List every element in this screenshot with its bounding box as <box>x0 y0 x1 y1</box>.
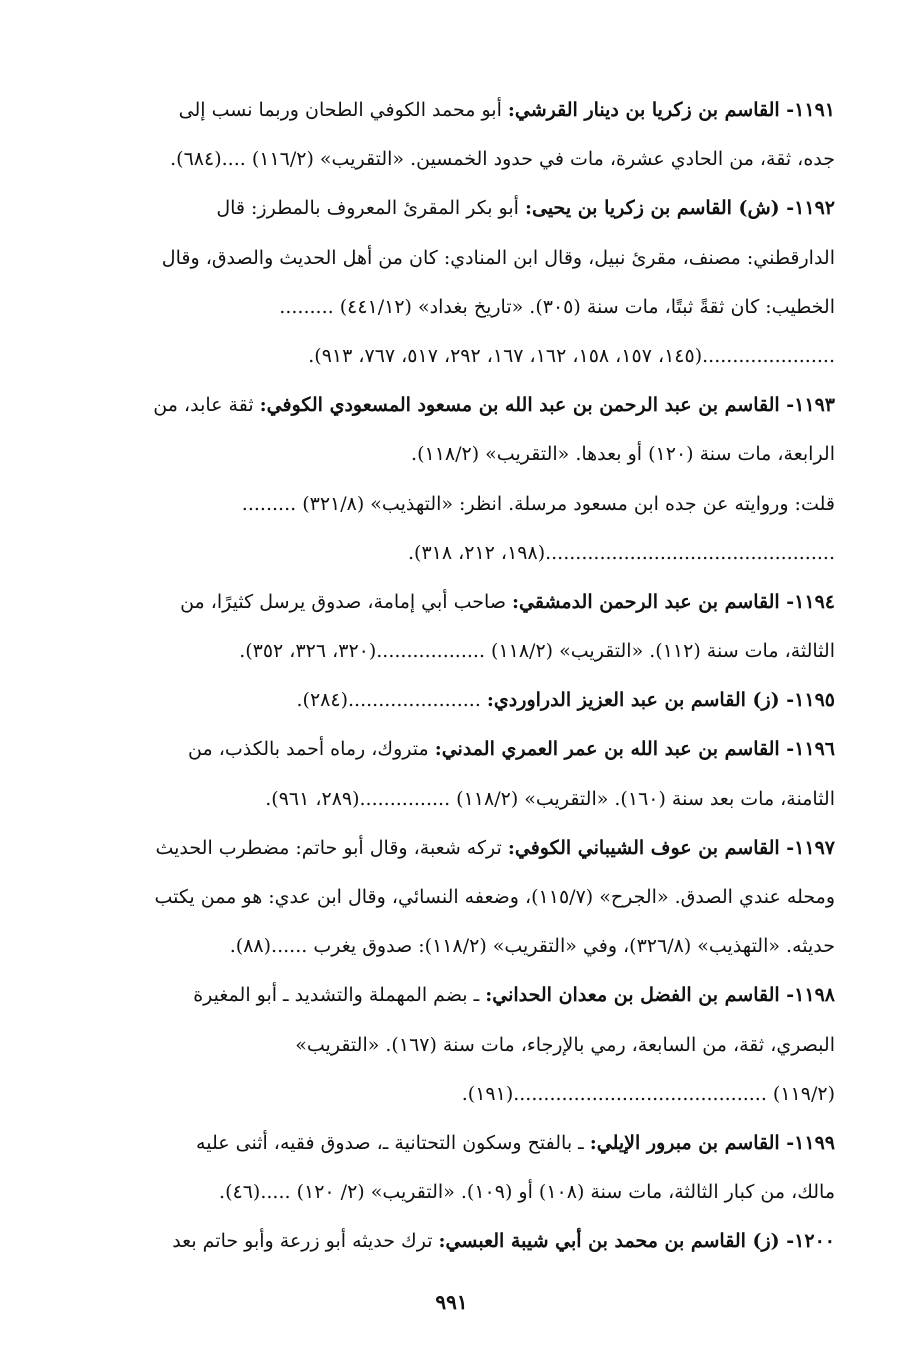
entry-line <box>100 1217 835 1266</box>
entry-line <box>100 1070 835 1119</box>
text-body <box>100 86 835 1267</box>
entry-line <box>100 676 835 725</box>
entry-text: ................................................(١٩٨، ٢١٢، ٣١٨). <box>408 541 835 564</box>
entry-text: الخطيب: كان ثقةً ثبتًا، مات سنة (٣٠٥). «تاريخ بغداد» (٤٤١/١٢) ......... <box>279 295 835 318</box>
entry-text: ـ بضم المهملة والتشديد ـ أبو المغيرة <box>193 984 486 1007</box>
entry-line <box>100 86 835 135</box>
entry-1199 <box>100 1119 835 1217</box>
entry-line <box>100 381 835 430</box>
entry-heading: ١٢٠٠- (ز) القاسم بن محمد بن أبي شيبة العبسي: <box>438 1230 835 1253</box>
entry-line <box>100 1021 835 1070</box>
entry-text: متروك، رماه أحمد بالكذب، من <box>188 738 435 761</box>
entry-text: ثقة عابد، من <box>153 394 260 417</box>
entry-line <box>100 971 835 1020</box>
entry-text: جده، ثقة، من الحادي عشرة، مات في حدود الخمسين. «التقريب» (١١٦/٢) ....(٦٨٤). <box>170 148 835 171</box>
entry-1191 <box>100 86 835 184</box>
entry-text: ......................(٢٨٤). <box>296 689 487 712</box>
entry-line <box>100 234 835 283</box>
entry-heading: ١١٩١- القاسم بن زكريا بن دينار القرشي: <box>507 99 835 121</box>
entry-heading: ١١٩٥- (ز) القاسم بن عبد العزيز الدراوردي: <box>486 689 835 712</box>
entry-text: (١١٩/٢) ..........................................(١٩١). <box>461 1082 835 1105</box>
entry-line <box>100 1119 835 1168</box>
entry-line <box>100 480 835 529</box>
entry-line <box>100 529 835 578</box>
entry-heading: ١١٩٧- القاسم بن عوف الشيباني الكوفي: <box>507 836 835 859</box>
entry-heading: ١١٩٤- القاسم بن عبد الرحمن الدمشقي: <box>512 590 835 613</box>
entry-line <box>100 283 835 332</box>
entry-1197 <box>100 824 835 972</box>
entry-line <box>100 775 835 824</box>
page-number: ٩٩١ <box>435 1290 468 1314</box>
entry-1192 <box>100 184 835 381</box>
entry-text: الرابعة، مات سنة (١٢٠) أو بعدها. «التقريب» (١١٨/٢). <box>411 443 835 466</box>
entry-text: تركه شعبة، وقال أبو حاتم: مضطرب الحديث <box>155 836 508 859</box>
entry-1200 <box>100 1217 835 1266</box>
entry-heading: ١١٩٩- القاسم بن مبرور الإيلي: <box>589 1131 835 1154</box>
entry-text: البصري، ثقة، من السابعة، رمي بالإرجاء، مات سنة (١٦٧). «التقريب» <box>295 1033 835 1056</box>
entry-text: أبو بكر المقرئ المعروف بالمطرز: قال <box>216 197 525 220</box>
entry-heading: ١١٩٨- القاسم بن الفضل بن معدان الحداني: <box>485 984 835 1007</box>
entry-text: ومحله عندي الصدق. «الجرح» (١١٥/٧)، وضعفه النسائي، وقال ابن عدي: هو ممن يكتب <box>154 886 835 908</box>
entry-line <box>100 332 835 381</box>
entry-line <box>100 135 835 184</box>
entry-1198 <box>100 971 835 1119</box>
entry-text: الثالثة، مات سنة (١١٢). «التقريب» (١١٨/٢) ..................(٣٢٠، ٣٢٦، ٣٥٢). <box>239 640 835 663</box>
entry-heading: ١١٩٣- القاسم بن عبد الرحمن بن عبد الله بن مسعود المسعودي الكوفي: <box>259 394 835 417</box>
entry-line <box>100 578 835 627</box>
entry-1193 <box>100 381 835 578</box>
entry-text: مالك، من كبار الثالثة، مات سنة (١٠٨) أو (١٠٩). «التقريب» (٢/ ١٢٠) .....(٤٦). <box>219 1181 835 1204</box>
entry-text: الدارقطني: مصنف، مقرئ نبيل، وقال ابن المنادي: كان من أهل الحديث والصدق، وقال <box>161 246 835 269</box>
entry-heading: ١١٩٦- القاسم بن عبد الله بن عمر العمري المدني: <box>434 738 835 761</box>
entry-line <box>100 430 835 479</box>
entry-text: قلت: وروايته عن جده ابن مسعود مرسلة. انظر: «التهذيب» (٣٢١/٨) ......... <box>241 492 835 515</box>
entry-line <box>100 1168 835 1217</box>
entry-text: صاحب أبي إمامة، صدوق يرسل كثيرًا، من <box>180 590 512 613</box>
entry-text: ......................(١٤٥، ١٥٧، ١٥٨، ١٦٢، ١٦٧، ٢٩٢، ٥١٧، ٧٦٧، ٩١٣). <box>308 344 835 367</box>
entry-text: ـ بالفتح وسكون التحتانية ـ، صدوق فقيه، أثنى عليه <box>196 1131 590 1154</box>
entry-text: الثامنة، مات بعد سنة (١٦٠). «التقريب» (١١٨/٢) ...............(٢٨٩، ٩٦١). <box>265 787 835 810</box>
entry-line <box>100 627 835 676</box>
entry-line <box>100 725 835 774</box>
entry-1194 <box>100 578 835 676</box>
entry-line <box>100 922 835 971</box>
entry-text: أبو محمد الكوفي الطحان وربما نسب إلى <box>178 99 508 121</box>
entry-text: ترك حديثه أبو زرعة وأبو حاتم بعد <box>172 1230 439 1253</box>
entry-text: حديثه. «التهذيب» (٣٢٦/٨)، وفي «التقريب» (١١٨/٢): صدوق يغرب ......(٨٨). <box>229 935 835 958</box>
entry-line <box>100 184 835 233</box>
entry-1195 <box>100 676 835 725</box>
entry-line <box>100 824 835 873</box>
entry-line <box>100 873 835 922</box>
entry-heading: ١١٩٢- (ش) القاسم بن زكريا بن يحيى: <box>524 197 835 220</box>
entry-1196 <box>100 725 835 823</box>
